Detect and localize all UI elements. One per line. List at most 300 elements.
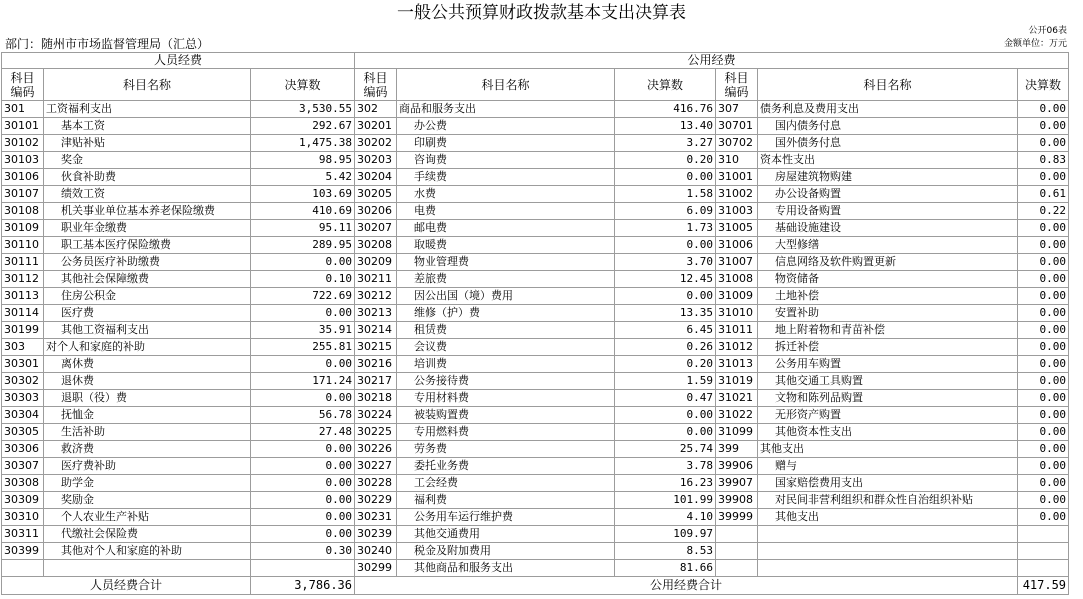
item-code: 31008 xyxy=(716,271,758,288)
table-row xyxy=(2,356,1069,373)
table-row xyxy=(2,101,1069,118)
item-amount: 0.83 xyxy=(1018,152,1069,169)
personnel-section-header: 人员经费 xyxy=(2,53,355,69)
item-code: 30305 xyxy=(2,424,44,441)
item-amount: 0.00 xyxy=(615,169,716,186)
item-name: 会议费 xyxy=(397,339,615,356)
item-code: 31001 xyxy=(716,169,758,186)
item-amount: 4.10 xyxy=(615,509,716,526)
item-code: 30225 xyxy=(355,424,397,441)
item-code xyxy=(2,560,44,577)
item-name: 其他工资福利支出 xyxy=(44,322,251,339)
table-row xyxy=(2,543,1069,560)
item-amount: 3.70 xyxy=(615,254,716,271)
table-row xyxy=(2,271,1069,288)
item-amount: 0.00 xyxy=(1018,254,1069,271)
item-amount: 0.00 xyxy=(1018,101,1069,118)
item-amount: 6.45 xyxy=(615,322,716,339)
item-amount xyxy=(251,560,355,577)
item-code: 30301 xyxy=(2,356,44,373)
item-name: 文物和陈列品购置 xyxy=(758,390,1018,407)
item-code: 31021 xyxy=(716,390,758,407)
table-row xyxy=(2,492,1069,509)
item-name: 取暖费 xyxy=(397,237,615,254)
item-name: 退休费 xyxy=(44,373,251,390)
personnel-total-label: 人员经费合计 xyxy=(2,577,251,595)
item-code: 30302 xyxy=(2,373,44,390)
col-header-name: 科目名称 xyxy=(397,69,615,101)
item-code: 30231 xyxy=(355,509,397,526)
table-row xyxy=(2,288,1069,305)
item-amount xyxy=(1018,560,1069,577)
item-name: 奖金 xyxy=(44,152,251,169)
item-code: 307 xyxy=(716,101,758,118)
item-amount: 35.91 xyxy=(251,322,355,339)
item-amount: 0.00 xyxy=(615,288,716,305)
public-total-amount: 417.59 xyxy=(1018,577,1069,595)
col-header-amount: 决算数 xyxy=(251,69,355,101)
item-amount: 0.00 xyxy=(615,237,716,254)
item-amount: 0.47 xyxy=(615,390,716,407)
item-amount: 6.09 xyxy=(615,203,716,220)
item-amount: 0.00 xyxy=(251,390,355,407)
item-name: 奖励金 xyxy=(44,492,251,509)
item-amount: 0.00 xyxy=(615,424,716,441)
item-name: 房屋建筑物购建 xyxy=(758,169,1018,186)
item-name: 工资福利支出 xyxy=(44,101,251,118)
col-header-code xyxy=(2,69,44,101)
table-row xyxy=(2,305,1069,322)
item-code: 30112 xyxy=(2,271,44,288)
item-name: 被装购置费 xyxy=(397,407,615,424)
item-code: 39999 xyxy=(716,509,758,526)
item-amount: 56.78 xyxy=(251,407,355,424)
item-amount xyxy=(1018,526,1069,543)
item-code: 30213 xyxy=(355,305,397,322)
item-amount: 0.22 xyxy=(1018,203,1069,220)
item-code: 30227 xyxy=(355,458,397,475)
item-code: 30303 xyxy=(2,390,44,407)
item-amount: 0.00 xyxy=(1018,458,1069,475)
item-code: 31003 xyxy=(716,203,758,220)
item-amount: 5.42 xyxy=(251,169,355,186)
item-name: 因公出国（境）费用 xyxy=(397,288,615,305)
item-code: 30205 xyxy=(355,186,397,203)
item-name: 津贴补贴 xyxy=(44,135,251,152)
item-name: 物业管理费 xyxy=(397,254,615,271)
amount-unit: 金额单位：万元 xyxy=(1003,39,1067,49)
item-amount: 0.00 xyxy=(1018,305,1069,322)
item-amount: 12.45 xyxy=(615,271,716,288)
item-name: 退职（役）费 xyxy=(44,390,251,407)
item-name: 其他支出 xyxy=(758,441,1018,458)
item-code: 30109 xyxy=(2,220,44,237)
item-code: 30114 xyxy=(2,305,44,322)
item-code: 30101 xyxy=(2,118,44,135)
table-row xyxy=(2,254,1069,271)
item-name: 差旅费 xyxy=(397,271,615,288)
item-name: 公务用车购置 xyxy=(758,356,1018,373)
item-code: 399 xyxy=(716,441,758,458)
item-code xyxy=(716,560,758,577)
item-code: 310 xyxy=(716,152,758,169)
item-name: 地上附着物和青苗补偿 xyxy=(758,322,1018,339)
item-code: 30106 xyxy=(2,169,44,186)
item-code: 30240 xyxy=(355,543,397,560)
item-name: 其他交通费用 xyxy=(397,526,615,543)
item-code: 31099 xyxy=(716,424,758,441)
item-amount: 0.61 xyxy=(1018,186,1069,203)
item-name: 办公费 xyxy=(397,118,615,135)
item-name xyxy=(758,526,1018,543)
item-amount: 0.00 xyxy=(1018,322,1069,339)
item-code: 30202 xyxy=(355,135,397,152)
item-name: 办公设备购置 xyxy=(758,186,1018,203)
item-name: 国外债务付息 xyxy=(758,135,1018,152)
item-name: 生活补助 xyxy=(44,424,251,441)
item-code: 31007 xyxy=(716,254,758,271)
totals-row xyxy=(2,577,1069,595)
item-amount: 0.00 xyxy=(1018,288,1069,305)
item-name: 伙食补助费 xyxy=(44,169,251,186)
item-amount: 722.69 xyxy=(251,288,355,305)
item-amount: 0.20 xyxy=(615,152,716,169)
item-amount: 0.00 xyxy=(1018,390,1069,407)
item-name: 工会经费 xyxy=(397,475,615,492)
item-code: 31010 xyxy=(716,305,758,322)
item-amount: 0.00 xyxy=(1018,492,1069,509)
public-section-header: 公用经费 xyxy=(355,53,1069,69)
item-name: 机关事业单位基本养老保险缴费 xyxy=(44,203,251,220)
item-code: 31005 xyxy=(716,220,758,237)
item-code: 30211 xyxy=(355,271,397,288)
item-name: 个人农业生产补贴 xyxy=(44,509,251,526)
col-header-amount: 决算数 xyxy=(1018,69,1069,101)
item-name: 专用燃料费 xyxy=(397,424,615,441)
item-name: 国家赔偿费用支出 xyxy=(758,475,1018,492)
item-name: 物资储备 xyxy=(758,271,1018,288)
item-code: 30701 xyxy=(716,118,758,135)
item-amount: 0.00 xyxy=(251,492,355,509)
item-name: 土地补偿 xyxy=(758,288,1018,305)
item-name: 对个人和家庭的补助 xyxy=(44,339,251,356)
item-code: 30108 xyxy=(2,203,44,220)
item-code: 30206 xyxy=(355,203,397,220)
item-code: 30224 xyxy=(355,407,397,424)
item-code: 31011 xyxy=(716,322,758,339)
item-name: 基本工资 xyxy=(44,118,251,135)
table-row xyxy=(2,390,1069,407)
item-name: 其他支出 xyxy=(758,509,1018,526)
item-amount: 0.26 xyxy=(615,339,716,356)
item-name: 其他对个人和家庭的补助 xyxy=(44,543,251,560)
table-row xyxy=(2,509,1069,526)
table-row xyxy=(2,475,1069,492)
item-name: 资本性支出 xyxy=(758,152,1018,169)
item-code: 30208 xyxy=(355,237,397,254)
item-amount: 0.00 xyxy=(251,475,355,492)
item-amount: 3,530.55 xyxy=(251,101,355,118)
item-amount: 0.00 xyxy=(1018,118,1069,135)
department-label: 部门：随州市市场监督管理局（汇总） xyxy=(5,37,210,51)
item-amount: 289.95 xyxy=(251,237,355,254)
item-code: 30304 xyxy=(2,407,44,424)
col-header-name: 科目名称 xyxy=(44,69,251,101)
item-amount: 171.24 xyxy=(251,373,355,390)
item-name: 住房公积金 xyxy=(44,288,251,305)
table-row xyxy=(2,169,1069,186)
table-row xyxy=(2,322,1069,339)
col-header-code-line: 编码 xyxy=(724,84,749,99)
item-amount: 3.27 xyxy=(615,135,716,152)
table-row xyxy=(2,458,1069,475)
column-header-row xyxy=(2,69,1069,101)
item-amount: 8.53 xyxy=(615,543,716,560)
item-code: 302 xyxy=(355,101,397,118)
item-name: 公务员医疗补助缴费 xyxy=(44,254,251,271)
item-code: 31013 xyxy=(716,356,758,373)
item-code: 31019 xyxy=(716,373,758,390)
item-code: 31009 xyxy=(716,288,758,305)
item-code xyxy=(716,526,758,543)
item-code: 30214 xyxy=(355,322,397,339)
col-header-code-line: 编码 xyxy=(10,84,35,99)
item-amount: 0.00 xyxy=(1018,339,1069,356)
item-amount: 255.81 xyxy=(251,339,355,356)
item-name: 印刷费 xyxy=(397,135,615,152)
item-amount: 103.69 xyxy=(251,186,355,203)
item-name: 赠与 xyxy=(758,458,1018,475)
item-code: 30209 xyxy=(355,254,397,271)
item-name: 税金及附加费用 xyxy=(397,543,615,560)
item-amount: 0.00 xyxy=(1018,424,1069,441)
item-code xyxy=(716,543,758,560)
item-amount: 95.11 xyxy=(251,220,355,237)
item-code: 301 xyxy=(2,101,44,118)
item-code: 31006 xyxy=(716,237,758,254)
item-name: 咨询费 xyxy=(397,152,615,169)
item-code: 30308 xyxy=(2,475,44,492)
item-name: 专用材料费 xyxy=(397,390,615,407)
item-name: 其他商品和服务支出 xyxy=(397,560,615,577)
item-code: 30309 xyxy=(2,492,44,509)
item-name xyxy=(44,560,251,577)
item-amount: 0.00 xyxy=(1018,373,1069,390)
item-code: 30107 xyxy=(2,186,44,203)
public-total-label: 公用经费合计 xyxy=(355,577,1018,595)
table-row xyxy=(2,152,1069,169)
item-amount: 1,475.38 xyxy=(251,135,355,152)
item-amount: 0.00 xyxy=(251,254,355,271)
table-row xyxy=(2,220,1069,237)
item-amount: 0.00 xyxy=(1018,135,1069,152)
item-code: 31002 xyxy=(716,186,758,203)
item-name: 债务利息及费用支出 xyxy=(758,101,1018,118)
item-name: 抚恤金 xyxy=(44,407,251,424)
item-name: 对民间非营利组织和群众性自治组织补贴 xyxy=(758,492,1018,509)
col-header-amount: 决算数 xyxy=(615,69,716,101)
col-header-code-line: 科目 xyxy=(724,70,749,85)
item-code: 30207 xyxy=(355,220,397,237)
item-amount: 0.00 xyxy=(251,458,355,475)
table-row xyxy=(2,339,1069,356)
item-name: 安置补助 xyxy=(758,305,1018,322)
table-row xyxy=(2,237,1069,254)
item-name: 商品和服务支出 xyxy=(397,101,615,118)
item-amount: 25.74 xyxy=(615,441,716,458)
item-amount: 13.40 xyxy=(615,118,716,135)
item-amount: 98.95 xyxy=(251,152,355,169)
report-title: 一般公共预算财政拨款基本支出决算表 xyxy=(397,3,686,23)
item-amount: 0.20 xyxy=(615,356,716,373)
col-header-code-line: 编码 xyxy=(363,84,388,99)
item-amount: 0.00 xyxy=(615,407,716,424)
item-name: 公务用车运行维护费 xyxy=(397,509,615,526)
item-name: 其他社会保障缴费 xyxy=(44,271,251,288)
item-code: 30239 xyxy=(355,526,397,543)
item-code: 30102 xyxy=(2,135,44,152)
item-name xyxy=(758,560,1018,577)
item-code: 39907 xyxy=(716,475,758,492)
item-amount: 3.78 xyxy=(615,458,716,475)
col-header-code-line: 科目 xyxy=(10,70,35,85)
item-name: 助学金 xyxy=(44,475,251,492)
item-code: 30307 xyxy=(2,458,44,475)
item-code: 39906 xyxy=(716,458,758,475)
item-code: 39908 xyxy=(716,492,758,509)
item-amount: 0.00 xyxy=(1018,169,1069,186)
item-amount: 0.00 xyxy=(1018,271,1069,288)
form-number: 公开06表 xyxy=(1028,26,1067,36)
col-header-name: 科目名称 xyxy=(758,69,1018,101)
item-amount: 0.00 xyxy=(251,305,355,322)
item-amount: 13.35 xyxy=(615,305,716,322)
item-code: 30310 xyxy=(2,509,44,526)
personnel-total-amount: 3,786.36 xyxy=(251,577,355,595)
item-name: 救济费 xyxy=(44,441,251,458)
item-code: 30103 xyxy=(2,152,44,169)
item-amount: 0.30 xyxy=(251,543,355,560)
item-amount: 0.00 xyxy=(251,441,355,458)
item-code: 30226 xyxy=(355,441,397,458)
item-amount: 0.00 xyxy=(1018,407,1069,424)
col-header-code-line: 科目 xyxy=(363,70,388,85)
item-code: 30299 xyxy=(355,560,397,577)
item-amount: 16.23 xyxy=(615,475,716,492)
item-amount: 410.69 xyxy=(251,203,355,220)
item-code: 30212 xyxy=(355,288,397,305)
item-code: 303 xyxy=(2,339,44,356)
item-amount: 109.97 xyxy=(615,526,716,543)
item-amount: 0.00 xyxy=(251,356,355,373)
item-name xyxy=(758,543,1018,560)
table-row xyxy=(2,424,1069,441)
item-name: 手续费 xyxy=(397,169,615,186)
item-code: 30215 xyxy=(355,339,397,356)
item-name: 拆迁补偿 xyxy=(758,339,1018,356)
col-header-code xyxy=(355,69,397,101)
item-name: 委托业务费 xyxy=(397,458,615,475)
item-code: 30113 xyxy=(2,288,44,305)
item-name: 无形资产购置 xyxy=(758,407,1018,424)
item-code: 30199 xyxy=(2,322,44,339)
item-amount: 292.67 xyxy=(251,118,355,135)
table-row xyxy=(2,203,1069,220)
item-amount: 81.66 xyxy=(615,560,716,577)
item-code: 31022 xyxy=(716,407,758,424)
item-name: 电费 xyxy=(397,203,615,220)
item-code: 30203 xyxy=(355,152,397,169)
item-name: 医疗费补助 xyxy=(44,458,251,475)
item-amount: 27.48 xyxy=(251,424,355,441)
section-header-row xyxy=(2,53,1069,69)
item-amount: 0.00 xyxy=(251,509,355,526)
item-name: 租赁费 xyxy=(397,322,615,339)
item-code: 30229 xyxy=(355,492,397,509)
item-amount: 0.00 xyxy=(251,526,355,543)
item-code: 30111 xyxy=(2,254,44,271)
item-amount: 0.00 xyxy=(1018,441,1069,458)
item-name: 邮电费 xyxy=(397,220,615,237)
item-code: 30110 xyxy=(2,237,44,254)
item-name: 福利费 xyxy=(397,492,615,509)
item-code: 30228 xyxy=(355,475,397,492)
table-row xyxy=(2,407,1069,424)
expenditure-table xyxy=(1,52,1069,595)
item-amount: 1.58 xyxy=(615,186,716,203)
item-amount: 0.00 xyxy=(1018,237,1069,254)
item-name: 职业年金缴费 xyxy=(44,220,251,237)
item-amount xyxy=(1018,543,1069,560)
item-name: 维修（护）费 xyxy=(397,305,615,322)
item-amount: 101.99 xyxy=(615,492,716,509)
item-code: 30399 xyxy=(2,543,44,560)
item-name: 水费 xyxy=(397,186,615,203)
col-header-code xyxy=(716,69,758,101)
item-amount: 0.00 xyxy=(1018,220,1069,237)
item-name: 绩效工资 xyxy=(44,186,251,203)
table-row xyxy=(2,373,1069,390)
item-code: 30204 xyxy=(355,169,397,186)
item-name: 职工基本医疗保险缴费 xyxy=(44,237,251,254)
item-code: 30311 xyxy=(2,526,44,543)
item-name: 公务接待费 xyxy=(397,373,615,390)
item-name: 大型修缮 xyxy=(758,237,1018,254)
item-amount: 0.10 xyxy=(251,271,355,288)
item-name: 离休费 xyxy=(44,356,251,373)
item-amount: 416.76 xyxy=(615,101,716,118)
item-name: 医疗费 xyxy=(44,305,251,322)
item-name: 劳务费 xyxy=(397,441,615,458)
item-code: 30217 xyxy=(355,373,397,390)
item-name: 培训费 xyxy=(397,356,615,373)
item-amount: 0.00 xyxy=(1018,475,1069,492)
table-row xyxy=(2,441,1069,458)
item-code: 30306 xyxy=(2,441,44,458)
item-code: 31012 xyxy=(716,339,758,356)
item-amount: 1.59 xyxy=(615,373,716,390)
table-row xyxy=(2,135,1069,152)
item-amount: 0.00 xyxy=(1018,356,1069,373)
item-name: 国内债务付息 xyxy=(758,118,1018,135)
table-row xyxy=(2,186,1069,203)
item-name: 信息网络及软件购置更新 xyxy=(758,254,1018,271)
item-name: 代缴社会保险费 xyxy=(44,526,251,543)
item-name: 其他交通工具购置 xyxy=(758,373,1018,390)
item-code: 30216 xyxy=(355,356,397,373)
item-name: 专用设备购置 xyxy=(758,203,1018,220)
table-row xyxy=(2,526,1069,543)
